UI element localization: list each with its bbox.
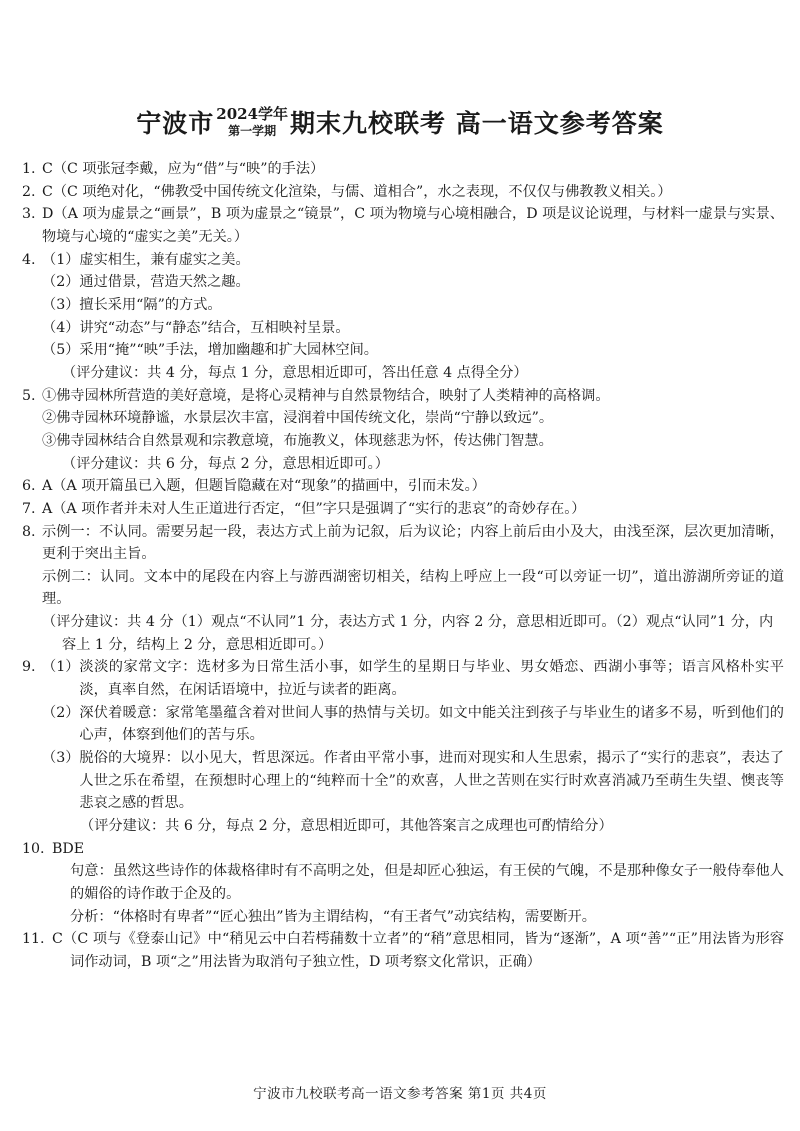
point-text: 淡淡的家常文字：选材多为日常生活小事，如学生的星期日与毕业、男女婚恋、西湖小事等；语言风格朴实平淡，真率自然，在闲话语境中，拉近与读者的距离。 xyxy=(79,659,784,699)
answer-number: 9. xyxy=(22,659,36,676)
answer-body xyxy=(42,249,784,385)
answer-list xyxy=(22,158,784,974)
title-semester: 第一学期 xyxy=(228,124,277,138)
answer-body xyxy=(42,521,784,612)
answer-point: （5）采用“掩”“映”手法，增加幽趣和扩大园林空间。 xyxy=(42,342,378,359)
answer-3 xyxy=(22,203,784,248)
answer-text: D（A 项为虚景之“画景”，B 项为虚景之“镜景”，C 项为物境与心境相融合，D 项是议论说理，与材料一虚景与实景、物境与心境的“虚实之美”无关。） xyxy=(42,206,784,245)
example-one: 示例一：不认同。需要另起一段，表达方式上前为记叙，后为议论；内容上前后由小及大，由浅至深，层次更加清晰，更利于突出主旨。 xyxy=(42,523,784,563)
answer-number: 6. xyxy=(22,478,36,495)
answer-10 xyxy=(22,838,784,861)
point-label: （3） xyxy=(42,750,80,767)
answer-body xyxy=(42,385,784,476)
sentence-analysis: 分析：“体格时有卑者”“匠心独出”皆为主谓结构，“有王者气”动宾结构，需要断开。 xyxy=(70,908,596,925)
answer-point: ①佛寺园林所营造的美好意境，是将心灵精神与自然景物结合，映射了人类精神的高格调。 xyxy=(42,387,610,404)
answer-point: （4）讲究“动态”与“静态”结合，互相映衬呈景。 xyxy=(42,319,350,336)
title-year: 2024学年 xyxy=(216,105,289,123)
answer-number: 11. xyxy=(22,931,45,948)
point-label: （1） xyxy=(42,659,80,676)
answer-4 xyxy=(22,249,784,385)
scoring-note: （评分建议：共 4 分，每点 1 分，意思相近即可，答出任意 4 点得全分） xyxy=(62,364,528,381)
answer-body xyxy=(42,656,784,837)
point-label: （2） xyxy=(42,704,80,721)
answer-point xyxy=(42,702,784,747)
answer-choice: BDE xyxy=(52,840,85,857)
answer-8 xyxy=(22,521,784,612)
answer-point xyxy=(42,656,784,701)
answer-text: A（A 项作者并未对人生正道进行否定，“但”字只是强调了“实行的悲哀”的奇妙存在。） xyxy=(42,500,586,517)
point-text: 深伏着暖意：家常笔墨蕴含着对世间人事的热情与关切。如文中能关注到孩子与毕业生的诸多不易，听到他们的心声，体察到他们的苦与乐。 xyxy=(79,704,784,744)
example-two: 示例二：认同。文本中的尾段在内容上与游西湖密切相关，结构上呼应上一段“可以旁证一切”，道出游湖所旁证的道理。 xyxy=(42,568,784,608)
answer-number: 1. xyxy=(22,161,36,177)
answer-number: 5. xyxy=(22,387,36,404)
answer-number: 10. xyxy=(22,840,45,857)
answer-7 xyxy=(22,498,784,521)
answer-number: 7. xyxy=(22,500,36,517)
answer-text: C（C 项绝对化，“佛教受中国传统文化渲染，与儒、道相合”，水之表现，不仅仅与佛教教义相关。） xyxy=(42,183,672,200)
answer-9 xyxy=(22,656,784,837)
answer-point: （2）通过借景，营造天然之趣。 xyxy=(42,274,250,291)
answer-point: ②佛寺园林环境静谧，水景层次丰富，浸润着中国传统文化，崇尚“宁静以致远”。 xyxy=(42,410,554,427)
title-city: 宁波市 xyxy=(136,109,215,138)
answer-point: （3）擅长采用“隔”的方式。 xyxy=(42,296,222,313)
scoring-note: （评分建议：共 6 分，每点 2 分，意思相近即可。） xyxy=(62,455,389,472)
answer-point xyxy=(42,747,784,815)
answer-11 xyxy=(22,928,784,973)
answer-number: 3. xyxy=(22,206,36,223)
page-title xyxy=(0,104,800,140)
answer-point: （1）虚实相生，兼有虚实之美。 xyxy=(42,251,250,268)
sentence-meaning: 句意：虽然这些诗作的体裁格律时有不高明之处，但是却匠心独运，有王侯的气魄，不是那种像女子一般侍奉他人的媚俗的诗作敢于企及的。 xyxy=(70,863,784,902)
answer-6 xyxy=(22,475,784,498)
answer-text: C（C 项与《登泰山记》中“稍见云中白若樗蒱数十立者”的“稍”意思相同，皆为“逐渐”，A 项“善”“正”用法皆为形容词作动词，B 项“之”用法皆为取消句子独立性，D 项考察文化常识，正确） xyxy=(52,931,784,970)
page-footer: 宁波市九校联考高一语文参考答案 第1页 共4页 xyxy=(253,1086,547,1102)
title-term xyxy=(216,107,288,137)
answer-1 xyxy=(22,158,784,181)
answer-number: 4. xyxy=(22,251,36,268)
answer-5 xyxy=(22,385,784,476)
scoring-note: （评分建议：共 4 分（1）观点“不认同”1 分，表达方式 1 分，内容 2 分，意思相近即可。（2）观点“认同”1 分，内容上 1 分，结构上 2 分，意思相近即可。） xyxy=(42,614,774,653)
title-exam: 期末九校联考 高一语文参考答案 xyxy=(290,109,664,138)
point-text: 脱俗的大境界：以小见大，哲思深远。作者由平常小事，进而对现实和人生思索，揭示了“实行的悲哀”，表达了人世之乐在希望，在预想时心理上的“纯粹而十全”的欢喜，人世之苦则在实行时欢喜消减乃至萌生失望、懊丧等悲哀之感的哲思。 xyxy=(79,750,784,812)
answer-2 xyxy=(22,181,784,204)
answer-text: A（A 项开篇虽已入题，但题旨隐藏在对“现象”的描画中，引而未发。） xyxy=(42,478,486,495)
answer-text: C（C 项张冠李戴，应为“借”与“映”的手法） xyxy=(42,161,325,177)
scoring-note: （评分建议：共 6 分，每点 2 分，意思相近即可，其他答案言之成理也可酌情给分） xyxy=(80,818,613,835)
answer-number: 2. xyxy=(22,183,36,200)
answer-point: ③佛寺园林结合自然景观和宗教意境，布施教义，体现慈悲为怀，传达佛门智慧。 xyxy=(42,432,553,449)
answer-number: 8. xyxy=(22,523,36,540)
